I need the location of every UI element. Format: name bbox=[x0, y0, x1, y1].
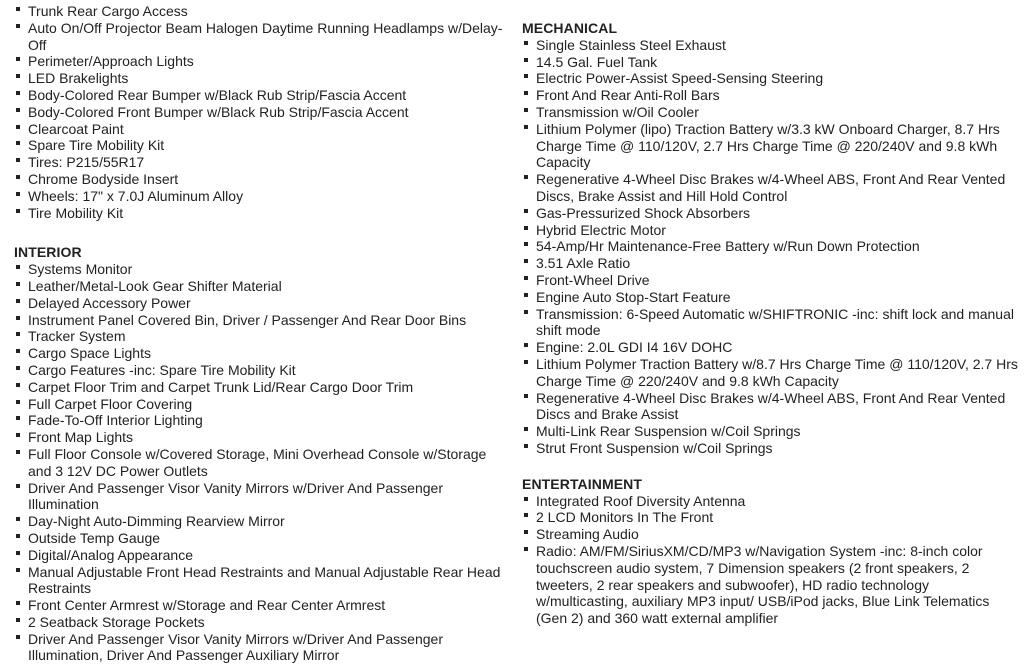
list-item: 2 LCD Monitors In The Front bbox=[522, 509, 1018, 526]
list-item: Manual Adjustable Front Head Restraints and Manual Adjustable Rear Head Restraints bbox=[14, 564, 510, 598]
list-item: Engine Auto Stop-Start Feature bbox=[522, 289, 1018, 306]
list-item: Transmission: 6-Speed Automatic w/SHIFTRONIC -inc: shift lock and manual shift mode bbox=[522, 306, 1018, 340]
list-item: Lithium Polymer Traction Battery w/8.7 Hrs Charge Time @ 110/120V, 2.7 Hrs Charge Time @ 220/240V and 9.8 kWh Capacity bbox=[522, 356, 1018, 390]
list-item: Wheels: 17" x 7.0J Aluminum Alloy bbox=[14, 188, 510, 205]
interior-heading: INTERIOR bbox=[14, 244, 82, 261]
list-item: Carpet Floor Trim and Carpet Trunk Lid/Rear Cargo Door Trim bbox=[14, 379, 510, 396]
list-item: Digital/Analog Appearance bbox=[14, 547, 510, 564]
list-item: Day-Night Auto-Dimming Rearview Mirror bbox=[14, 513, 510, 530]
interior-list bbox=[14, 261, 510, 664]
list-item: Electric Power-Assist Speed-Sensing Steering bbox=[522, 70, 1018, 87]
list-item: Radio: AM/FM/SiriusXM/CD/MP3 w/Navigation System -inc: 8-inch color touchscreen audio system, 7 Dimension speakers (2 front speakers, 2 tweeters, 2 rear speakers and subwoofer), HD radio technology w/multicasting, auxiliary MP3 input/ USB/iPod jacks, Blue Link Telematics (Gen 2) and 360 watt external amplifier bbox=[522, 543, 1018, 627]
right-column bbox=[522, 20, 1018, 627]
list-item: Perimeter/Approach Lights bbox=[14, 53, 510, 70]
list-item: Clearcoat Paint bbox=[14, 121, 510, 138]
list-item: 3.51 Axle Ratio bbox=[522, 255, 1018, 272]
list-item: Tracker System bbox=[14, 328, 510, 345]
list-item: Full Carpet Floor Covering bbox=[14, 396, 510, 413]
list-item: Front Map Lights bbox=[14, 429, 510, 446]
list-item: Regenerative 4-Wheel Disc Brakes w/4-Wheel ABS, Front And Rear Vented Discs and Brake Assist bbox=[522, 390, 1018, 424]
entertainment-list bbox=[522, 493, 1018, 627]
list-item: Gas-Pressurized Shock Absorbers bbox=[522, 205, 1018, 222]
list-item: Instrument Panel Covered Bin, Driver / Passenger And Rear Door Bins bbox=[14, 312, 510, 329]
mechanical-heading: MECHANICAL bbox=[522, 20, 618, 36]
list-item: Spare Tire Mobility Kit bbox=[14, 137, 510, 154]
list-item: Delayed Accessory Power bbox=[14, 295, 510, 312]
list-item: 14.5 Gal. Fuel Tank bbox=[522, 54, 1018, 71]
list-item: Leather/Metal-Look Gear Shifter Material bbox=[14, 278, 510, 295]
entertainment-heading: ENTERTAINMENT bbox=[522, 475, 643, 492]
exterior-list bbox=[14, 3, 510, 221]
list-item: Front Center Armrest w/Storage and Rear Center Armrest bbox=[14, 597, 510, 614]
list-item: Systems Monitor bbox=[14, 261, 510, 278]
list-item: Body-Colored Rear Bumper w/Black Rub Strip/Fascia Accent bbox=[14, 87, 510, 104]
list-item: Driver And Passenger Visor Vanity Mirrors w/Driver And Passenger Illumination bbox=[14, 480, 510, 514]
list-item: Full Floor Console w/Covered Storage, Mini Overhead Console w/Storage and 3 12V DC Power Outlets bbox=[14, 446, 510, 480]
list-item: 2 Seatback Storage Pockets bbox=[14, 614, 510, 631]
list-item: Transmission w/Oil Cooler bbox=[522, 104, 1018, 121]
left-column bbox=[14, 3, 510, 664]
list-item: Engine: 2.0L GDI I4 16V DOHC bbox=[522, 339, 1018, 356]
list-item: Integrated Roof Diversity Antenna bbox=[522, 493, 1018, 510]
list-item: Hybrid Electric Motor bbox=[522, 222, 1018, 239]
list-item: LED Brakelights bbox=[14, 70, 510, 87]
list-item: Front And Rear Anti-Roll Bars bbox=[522, 87, 1018, 104]
list-item: Fade-To-Off Interior Lighting bbox=[14, 412, 510, 429]
list-item: Body-Colored Front Bumper w/Black Rub Strip/Fascia Accent bbox=[14, 104, 510, 121]
list-item: Tire Mobility Kit bbox=[14, 205, 510, 222]
list-item: Strut Front Suspension w/Coil Springs bbox=[522, 440, 1018, 457]
list-item: Streaming Audio bbox=[522, 526, 1018, 543]
list-item: Lithium Polymer (lipo) Traction Battery w/3.3 kW Onboard Charger, 8.7 Hrs Charge Time @ 110/120V, 2.7 Hrs Charge Time @ 220/240V and 9.8 kWh Capacity bbox=[522, 121, 1018, 171]
list-item: Multi-Link Rear Suspension w/Coil Springs bbox=[522, 423, 1018, 440]
list-item: 54-Amp/Hr Maintenance-Free Battery w/Run Down Protection bbox=[522, 238, 1018, 255]
list-item: Driver And Passenger Visor Vanity Mirrors w/Driver And Passenger Illumination, Driver And Passenger Auxiliary Mirror bbox=[14, 631, 510, 664]
list-item: Front-Wheel Drive bbox=[522, 272, 1018, 289]
list-item: Auto On/Off Projector Beam Halogen Daytime Running Headlamps w/Delay-Off bbox=[14, 20, 510, 54]
list-item: Cargo Space Lights bbox=[14, 345, 510, 362]
list-item: Chrome Bodyside Insert bbox=[14, 171, 510, 188]
list-item: Outside Temp Gauge bbox=[14, 530, 510, 547]
list-item: Trunk Rear Cargo Access bbox=[14, 3, 510, 20]
list-item: Tires: P215/55R17 bbox=[14, 154, 510, 171]
list-item: Regenerative 4-Wheel Disc Brakes w/4-Wheel ABS, Front And Rear Vented Discs, Brake Assist and Hill Hold Control bbox=[522, 171, 1018, 205]
mechanical-list bbox=[522, 37, 1018, 457]
list-item: Single Stainless Steel Exhaust bbox=[522, 37, 1018, 54]
list-item: Cargo Features -inc: Spare Tire Mobility Kit bbox=[14, 362, 510, 379]
